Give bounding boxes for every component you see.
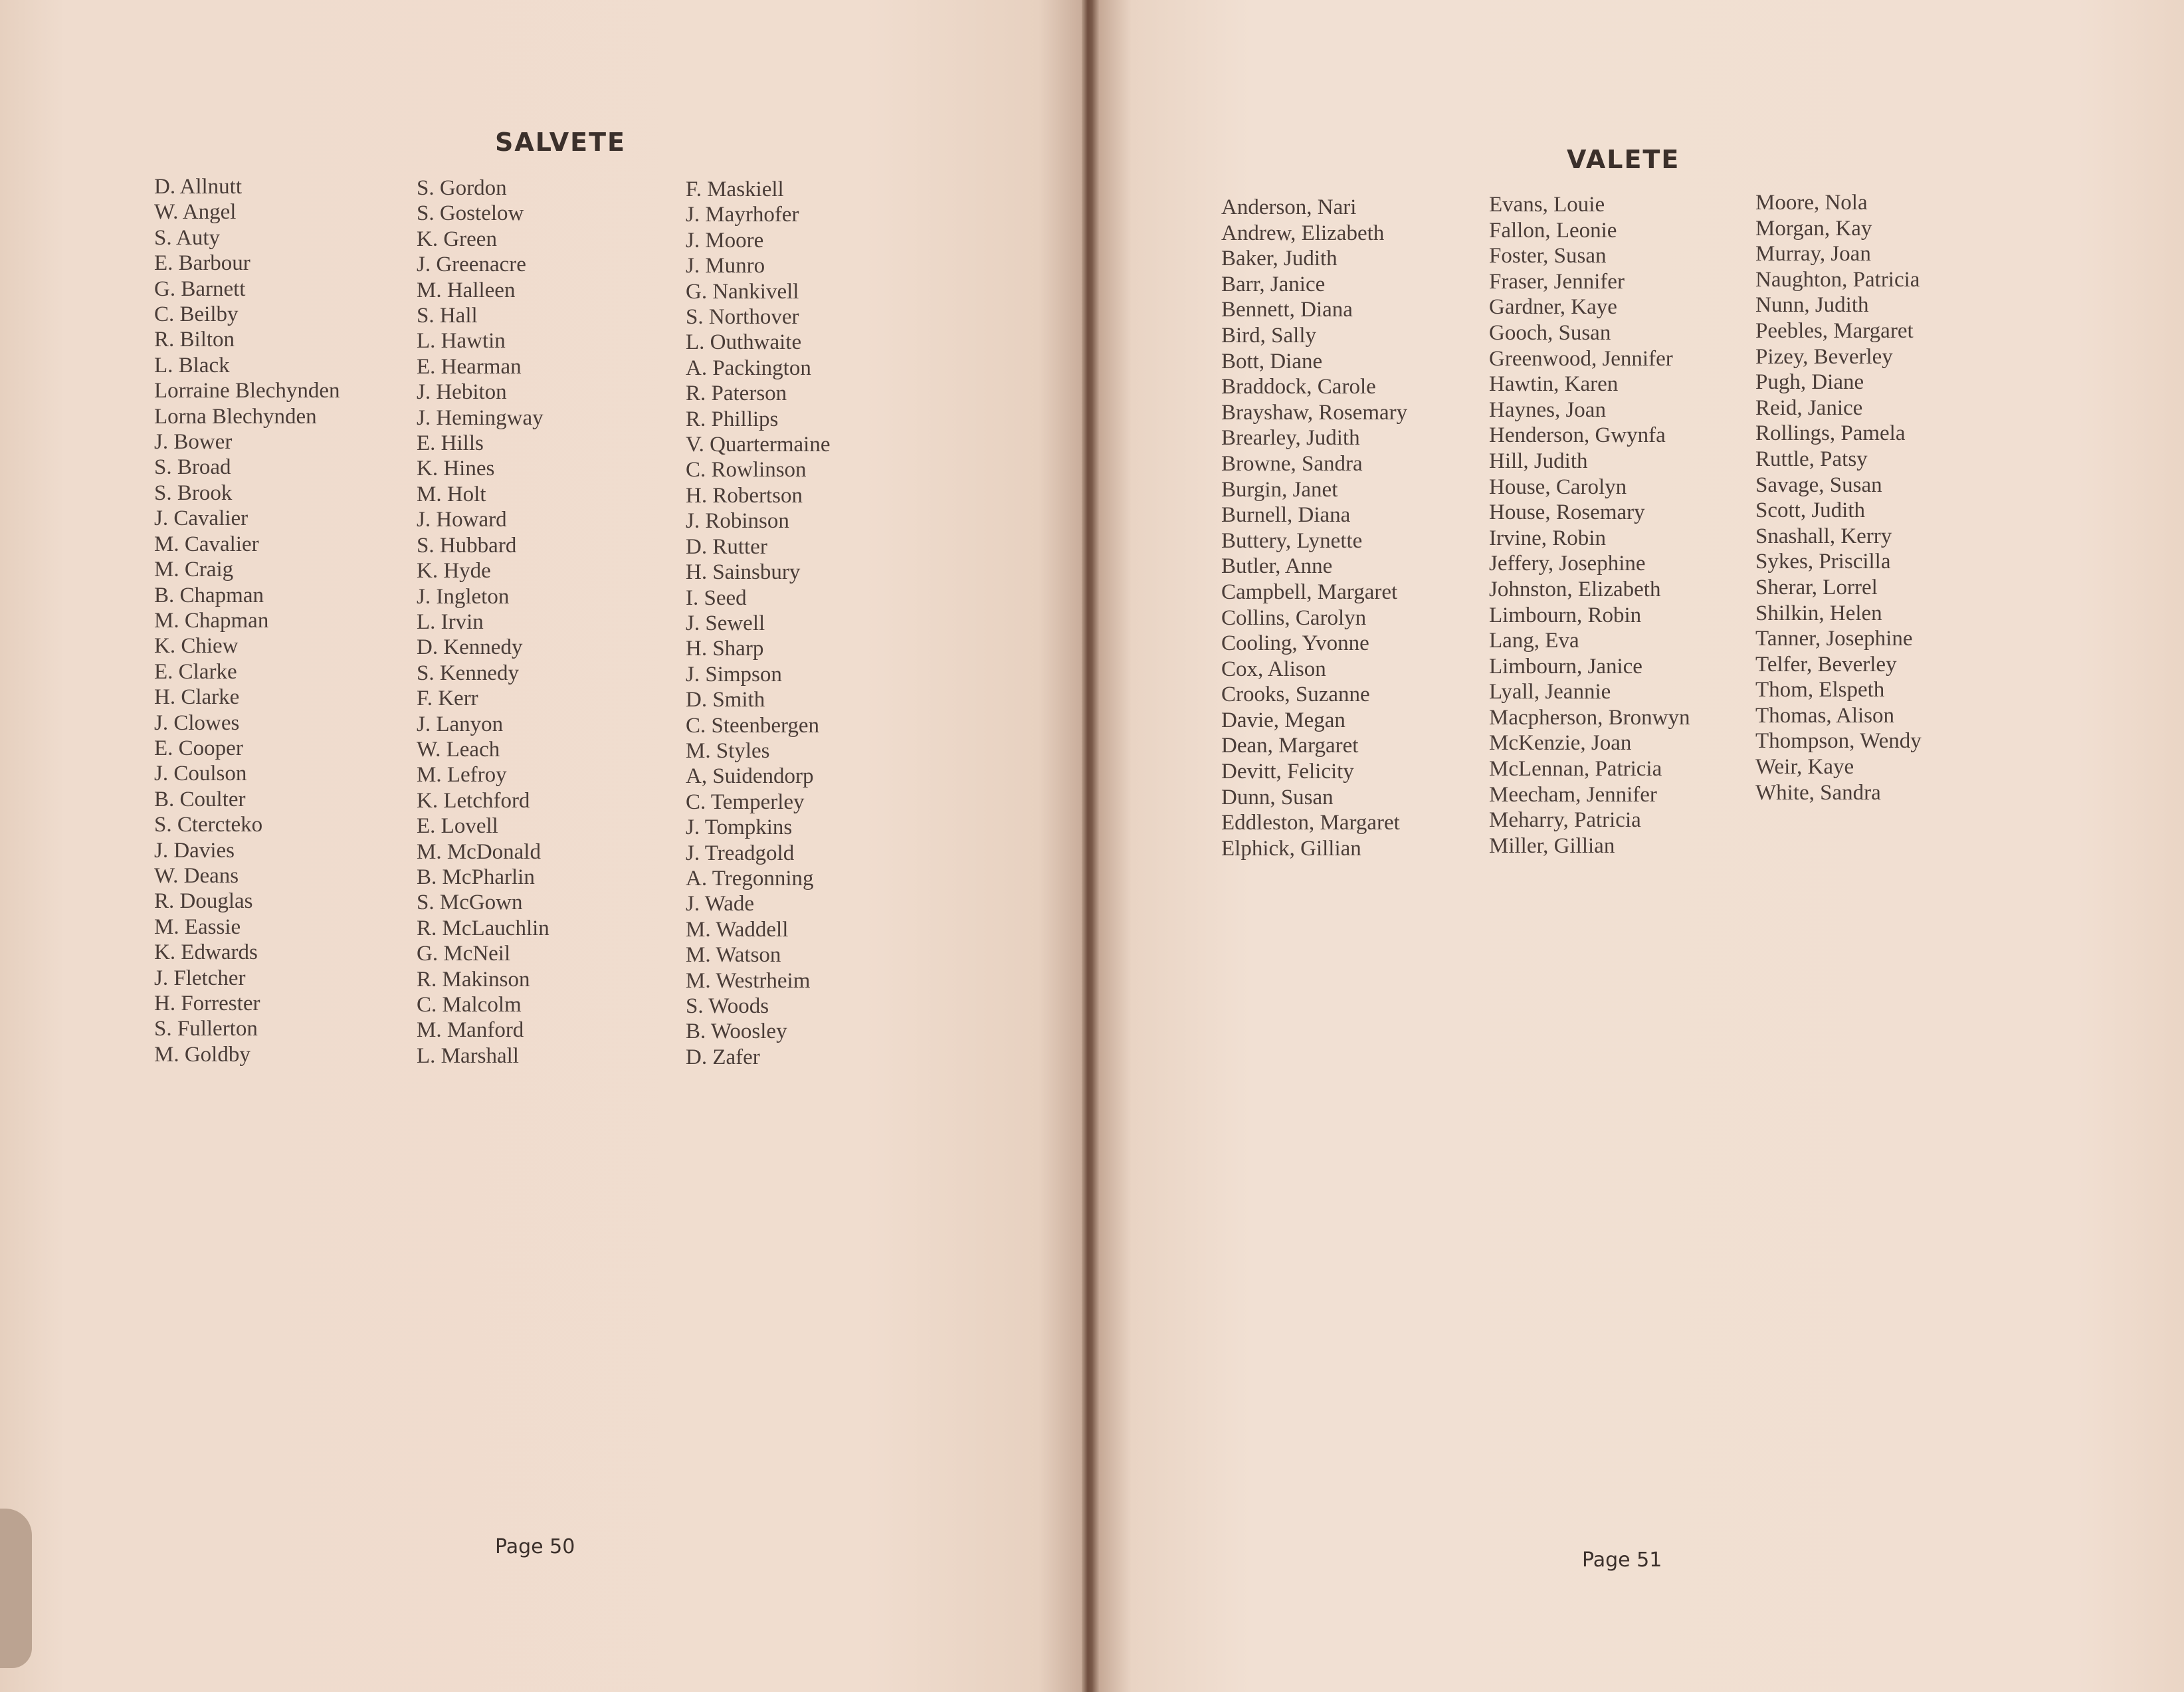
name-entry: Naughton, Patricia (1755, 267, 1920, 292)
name-entry: Limbourn, Robin (1489, 603, 1642, 627)
torn-corner (0, 1509, 32, 1668)
name-entry: Gardner, Kaye (1489, 295, 1617, 320)
name-entry: S. McGown (417, 891, 523, 915)
name-entry: J. Howard (417, 508, 507, 532)
name-entry: Meharry, Patricia (1489, 808, 1641, 833)
name-entry: Lorna Blechynden (154, 404, 317, 429)
name-entry: Lang, Eva (1489, 629, 1579, 653)
name-entry: G. Nankivell (686, 279, 799, 304)
name-entry: Buttery, Lynette (1221, 528, 1363, 553)
name-entry: S. Northover (686, 305, 799, 330)
name-entry: Barr, Janice (1221, 272, 1326, 296)
name-entry: B. Woosley (686, 1019, 787, 1044)
name-entry: J. Treadgold (686, 841, 795, 865)
name-entry: M. Holt (417, 482, 486, 506)
name-entry: Browne, Sandra (1221, 451, 1363, 476)
valete-column-1 (1221, 195, 1407, 861)
name-entry: K. Hyde (417, 559, 491, 583)
name-entry: Ruttle, Patsy (1755, 447, 1868, 471)
name-entry: C. Rowlinson (686, 458, 807, 482)
name-entry: S. Woods (686, 994, 769, 1018)
name-entry: C. Malcolm (417, 993, 522, 1017)
name-entry: House, Carolyn (1489, 475, 1627, 499)
name-entry: L. Hawtin (417, 329, 506, 354)
left-page (0, 0, 1082, 1692)
name-entry: Pugh, Diane (1755, 370, 1864, 395)
name-entry: F. Kerr (417, 687, 478, 711)
name-entry: J. Ingleton (417, 584, 510, 609)
name-entry: Peebles, Margaret (1755, 318, 1914, 343)
name-entry: Elphick, Gillian (1221, 836, 1361, 861)
name-entry: Sykes, Priscilla (1755, 550, 1891, 574)
name-entry: B. McPharlin (417, 865, 535, 889)
name-entry: Pizey, Beverley (1755, 344, 1893, 369)
name-entry: S. Gordon (417, 176, 507, 200)
name-entry: J. Davies (154, 838, 235, 863)
name-entry: L. Marshall (417, 1043, 519, 1068)
name-entry: Johnston, Elizabeth (1489, 577, 1661, 601)
name-entry: J. Sewell (686, 611, 765, 635)
page-number-left: Page 50 (495, 1535, 575, 1558)
name-entry: J. Simpson (686, 662, 782, 687)
name-entry: Eddleston, Margaret (1221, 811, 1400, 835)
name-entry: Bird, Sally (1221, 323, 1317, 348)
name-entry: Tanner, Josephine (1755, 627, 1913, 651)
name-entry: Meecham, Jennifer (1489, 782, 1657, 807)
name-entry: W. Angel (154, 200, 237, 225)
name-entry: A, Suidendorp (686, 764, 814, 789)
name-entry: H. Robertson (686, 483, 803, 508)
name-entry: Collins, Carolyn (1221, 605, 1367, 630)
name-entry: M. McDonald (417, 839, 541, 864)
name-entry: E. Barbour (154, 251, 250, 276)
name-entry: R. Makinson (417, 967, 530, 992)
name-entry: M. Waddell (686, 917, 789, 942)
salvete-column-1 (154, 174, 340, 1067)
name-entry: R. Douglas (154, 889, 253, 914)
name-entry: House, Rosemary (1489, 500, 1645, 525)
name-entry: K. Hines (417, 457, 495, 481)
name-entry: E. Hills (417, 431, 484, 456)
name-entry: Thomas, Alison (1755, 703, 1895, 728)
name-entry: J. Wade (686, 892, 755, 916)
book-spine (1082, 0, 1099, 1692)
name-entry: M. Craig (154, 558, 234, 582)
right-page (1099, 0, 2184, 1692)
name-entry: Irvine, Robin (1489, 526, 1606, 550)
name-entry: McKenzie, Joan (1489, 731, 1632, 756)
name-entry: D. Kennedy (417, 635, 523, 660)
name-entry: C. Beilby (154, 302, 239, 327)
name-entry: Telfer, Beverley (1755, 652, 1897, 677)
name-entry: Gooch, Susan (1489, 320, 1611, 345)
name-entry: Campbell, Margaret (1221, 580, 1398, 604)
name-entry: Fallon, Leonie (1489, 218, 1617, 243)
name-entry: White, Sandra (1755, 780, 1881, 805)
name-entry: Lyall, Jeannie (1489, 680, 1611, 704)
name-entry: Henderson, Gwynfa (1489, 423, 1666, 448)
name-entry: M. Westrheim (686, 968, 811, 993)
name-entry: Thom, Elspeth (1755, 678, 1885, 702)
name-entry: Braddock, Carole (1221, 375, 1376, 399)
name-entry: M. Manford (417, 1018, 524, 1043)
name-entry: Hill, Judith (1489, 449, 1588, 473)
salvete-column-3 (686, 177, 830, 1070)
name-entry: J. Bower (154, 430, 233, 455)
name-entry: K. Green (417, 227, 497, 251)
name-entry: Brearley, Judith (1221, 426, 1360, 451)
name-entry: Evans, Louie (1489, 193, 1605, 217)
name-entry: Haynes, Joan (1489, 397, 1606, 422)
name-entry: K. Letchford (417, 788, 530, 813)
name-entry: Nunn, Judith (1755, 293, 1869, 318)
name-entry: K. Edwards (154, 940, 258, 965)
name-entry: J. Greenacre (417, 253, 526, 277)
name-entry: W. Leach (417, 737, 500, 762)
valete-heading: VALETE (1567, 145, 1680, 174)
valete-column-3 (1755, 190, 1922, 805)
salvete-column-2 (417, 175, 549, 1069)
name-entry: C. Steenbergen (686, 713, 820, 738)
name-entry: J. Robinson (686, 509, 789, 534)
name-entry: M. Cavalier (154, 532, 259, 556)
name-entry: F. Maskiell (686, 177, 784, 201)
name-entry: Davie, Megan (1221, 708, 1345, 732)
name-entry: Devitt, Felicity (1221, 760, 1354, 784)
name-entry: M. Lefroy (417, 763, 507, 788)
name-entry: Butler, Anne (1221, 554, 1333, 579)
name-entry: L. Irvin (417, 609, 484, 634)
name-entry: M. Eassie (154, 914, 241, 939)
name-entry: Bott, Diane (1221, 349, 1323, 373)
name-entry: L. Black (154, 353, 230, 377)
name-entry: Macpherson, Bronwyn (1489, 705, 1690, 730)
name-entry: H. Sharp (686, 637, 764, 661)
name-entry: Dunn, Susan (1221, 785, 1334, 809)
name-entry: Scott, Judith (1755, 498, 1866, 523)
name-entry: E. Clarke (154, 659, 237, 684)
name-entry: S. Kennedy (417, 661, 519, 685)
name-entry: Burnell, Diana (1221, 503, 1351, 528)
name-entry: Greenwood, Jennifer (1489, 346, 1673, 371)
name-entry: V. Quartermaine (686, 433, 831, 457)
name-entry: Sherar, Lorrel (1755, 575, 1878, 599)
name-entry: Murray, Joan (1755, 242, 1871, 266)
name-entry: Rollings, Pamela (1755, 421, 1906, 446)
name-entry: M. Halleen (417, 278, 516, 302)
name-entry: Hawtin, Karen (1489, 372, 1619, 397)
name-entry: M. Chapman (154, 608, 269, 633)
name-entry: D. Smith (686, 688, 765, 712)
name-entry: J. Coulson (154, 762, 247, 786)
name-entry: S. Ctercteko (154, 813, 263, 837)
name-entry: R. Bilton (154, 328, 235, 352)
name-entry: S. Hubbard (417, 533, 517, 558)
name-entry: Weir, Kaye (1755, 755, 1854, 780)
name-entry: Bennett, Diana (1221, 298, 1353, 322)
name-entry: D. Zafer (686, 1045, 760, 1069)
name-entry: L. Outhwaite (686, 330, 802, 355)
name-entry: J. Hebiton (417, 380, 507, 405)
name-entry: G. Barnett (154, 276, 246, 301)
name-entry: E. Lovell (417, 814, 498, 839)
name-entry: Limbourn, Janice (1489, 654, 1642, 679)
name-entry: Cooling, Yvonne (1221, 631, 1369, 656)
name-entry: R. Phillips (686, 407, 779, 431)
name-entry: J. Cavalier (154, 506, 248, 531)
name-entry: S. Brook (154, 480, 233, 505)
name-entry: A. Tregonning (686, 866, 814, 891)
name-entry: Crooks, Suzanne (1221, 683, 1370, 707)
name-entry: I. Seed (686, 585, 747, 610)
name-entry: K. Chiew (154, 634, 239, 659)
name-entry: Morgan, Kay (1755, 216, 1872, 241)
name-entry: Burgin, Janet (1221, 477, 1338, 502)
name-entry: Anderson, Nari (1221, 195, 1357, 219)
name-entry: W. Deans (154, 863, 239, 888)
name-entry: D. Allnutt (154, 175, 243, 199)
name-entry: A. Packington (686, 356, 811, 380)
name-entry: E. Cooper (154, 736, 243, 760)
name-entry: S. Broad (154, 455, 231, 480)
name-entry: H. Forrester (154, 992, 260, 1015)
name-entry: E. Hearman (417, 354, 522, 379)
name-entry: S. Gostelow (417, 201, 524, 226)
name-entry: Dean, Margaret (1221, 734, 1359, 758)
name-entry: M. Goldby (154, 1042, 250, 1067)
name-entry: Fraser, Jennifer (1489, 269, 1625, 294)
name-entry: M. Styles (686, 738, 770, 763)
valete-column-2 (1489, 192, 1690, 859)
name-entry: D. Rutter (686, 534, 767, 559)
name-entry: B. Chapman (154, 583, 264, 607)
name-entry: Baker, Judith (1221, 247, 1338, 271)
name-entry: J. Hemingway (417, 405, 544, 430)
name-entry: J. Tompkins (686, 815, 793, 840)
name-entry: Savage, Susan (1755, 473, 1882, 497)
name-entry: Miller, Gillian (1489, 833, 1615, 858)
name-entry: Thompson, Wendy (1755, 729, 1922, 754)
name-entry: Moore, Nola (1755, 191, 1868, 215)
name-entry: R. Paterson (686, 381, 787, 406)
name-entry: S. Auty (154, 225, 221, 250)
name-entry: J. Lanyon (417, 712, 504, 736)
name-entry: Foster, Susan (1489, 244, 1607, 268)
name-entry: B. Coulter (154, 787, 246, 811)
name-entry: Reid, Janice (1755, 395, 1863, 420)
name-entry: S. Hall (417, 304, 478, 328)
name-entry: J. Mayrhofer (686, 203, 799, 227)
name-entry: J. Fletcher (154, 966, 246, 990)
name-entry: H. Sainsbury (686, 560, 801, 585)
name-entry: McLennan, Patricia (1489, 757, 1662, 782)
name-entry: H. Clarke (154, 685, 240, 710)
name-entry: Snashall, Kerry (1755, 524, 1892, 548)
name-entry: C. Temperley (686, 790, 805, 814)
name-entry: R. McLauchlin (417, 916, 549, 940)
name-entry: Lorraine Blechynden (154, 379, 340, 403)
name-entry: G. McNeil (417, 942, 511, 966)
salvete-heading: SALVETE (495, 128, 627, 157)
name-entry: Brayshaw, Rosemary (1221, 400, 1408, 425)
name-entry: S. Fullerton (154, 1017, 258, 1041)
name-entry: J. Clowes (154, 710, 240, 735)
page-number-right: Page 51 (1582, 1548, 1662, 1572)
name-entry: Jeffery, Josephine (1489, 552, 1646, 576)
name-entry: J. Munro (686, 254, 765, 278)
name-entry: J. Moore (686, 228, 764, 253)
name-entry: Shilkin, Helen (1755, 601, 1882, 625)
name-entry: M. Watson (686, 943, 781, 968)
name-entry: Cox, Alison (1221, 657, 1326, 681)
name-entry: Andrew, Elizabeth (1221, 221, 1385, 245)
